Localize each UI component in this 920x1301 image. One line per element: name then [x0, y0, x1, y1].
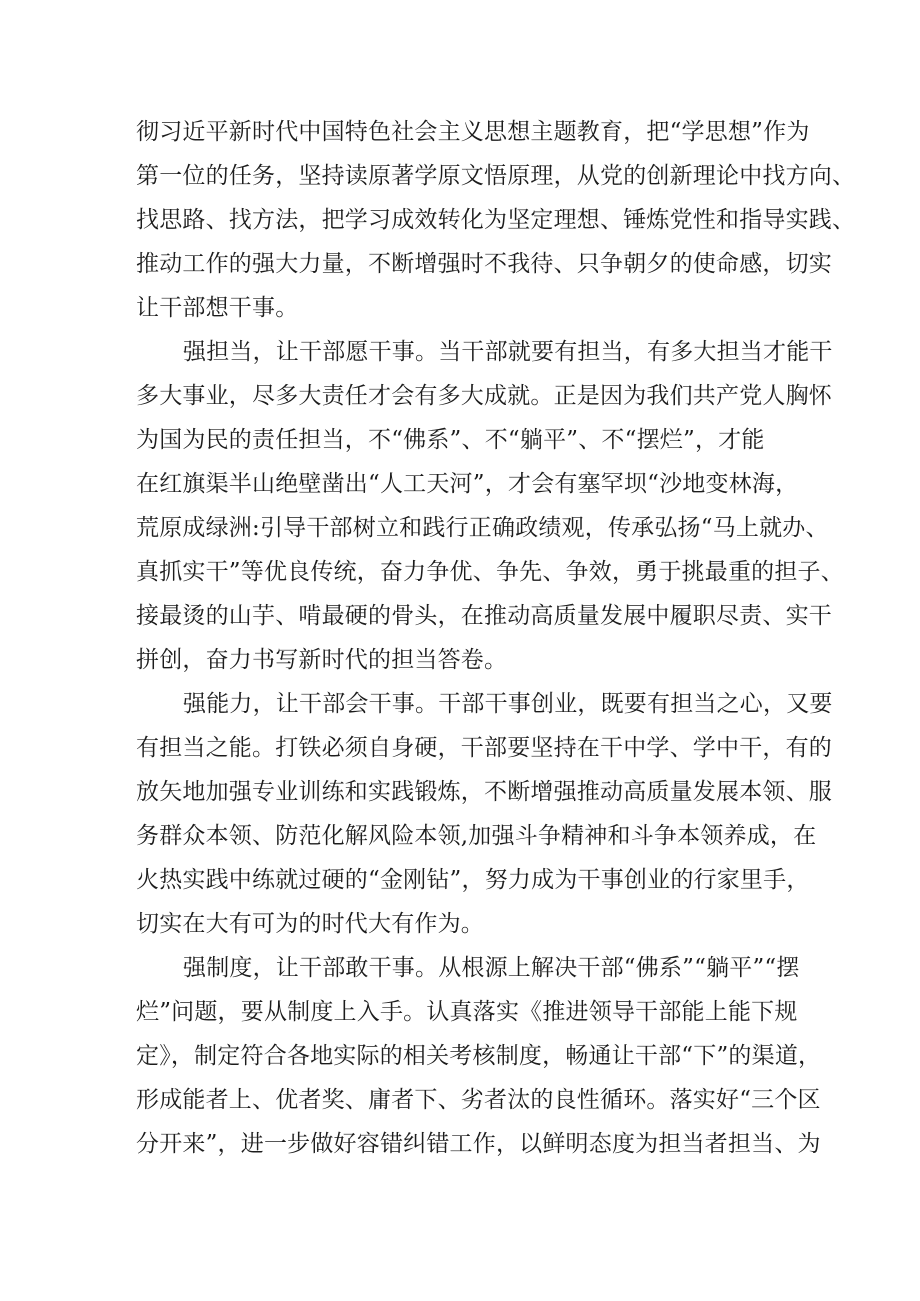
text-line: 务群众本领、防范化解风险本领,加强斗争精神和斗争本领养成，在	[136, 823, 817, 849]
text-line: 多大事业，尽多大责任才会有多大成就。正是因为我们共产党人胸怀	[136, 383, 832, 409]
text-line: 第一位的任务，坚持读原著学原文悟原理，从党的创新理论中找方向、	[136, 163, 856, 189]
text-line: 放矢地加强专业训练和实践锻炼，不断增强推动高质量发展本领、服	[136, 779, 832, 805]
text-line: 在红旗渠半山绝壁凿出“人工天河”，才会有塞罕坝“沙地变林海，	[136, 471, 799, 497]
text-line: 让干部想干事。	[136, 295, 299, 321]
paragraph-first-line: 强担当，让干部愿干事。当干部就要有担当，有多大担当才能干	[183, 339, 833, 365]
text-line: 为国为民的责任担当，不“佛系”、不“躺平”、不“摆烂”，才能	[136, 427, 765, 453]
text-line: 分开来”，进一步做好容错纠错工作，以鲜明态度为担当者担当、为	[136, 1131, 821, 1157]
text-line: 找思路、找方法，把学习成效转化为坚定理想、锤炼党性和指导实践、	[136, 207, 856, 233]
text-line: 火热实践中练就过硬的“金刚钻”，努力成为干事创业的行家里手，	[136, 867, 810, 893]
text-line: 定》，制定符合各地实际的相关考核制度，畅通让干部“下”的渠道，	[136, 1043, 822, 1069]
text-line: 拼创，奋力书写新时代的担当答卷。	[136, 647, 508, 673]
text-line: 有担当之能。打铁必须自身硬，干部要坚持在干中学、学中干，有的	[136, 735, 832, 761]
paragraph-first-line: 强制度，让干部敢干事。从根源上解决干部“佛系”“躺平”“摆	[183, 955, 800, 981]
text-line: 切实在大有可为的时代大有作为。	[136, 911, 484, 937]
text-line: 彻习近平新时代中国特色社会主义思想主题教育，把“学思想”作为	[136, 119, 810, 145]
paragraph-first-line: 强能力，让干部会干事。干部干事创业，既要有担当之心，又要	[183, 691, 833, 717]
text-line: 推动工作的强大力量，不断增强时不我待、只争朝夕的使命感，切实	[136, 251, 832, 277]
text-line: 烂”问题，要从制度上入手。认真落实《推进领导干部能上能下规	[136, 999, 798, 1025]
text-line: 荒原成绿洲:引导干部树立和践行正确政绩观，传承弘扬“马上就办、	[136, 515, 829, 541]
text-line: 接最烫的山芋、啃最硬的骨头，在推动高质量发展中履职尽责、实干	[136, 603, 832, 629]
text-line: 形成能者上、优者奖、庸者下、劣者汰的良性循环。落实好“三个区	[136, 1087, 821, 1113]
text-line: 真抓实干”等优良传统，奋力争优、争先、争效，勇于挑最重的担子、	[136, 559, 844, 585]
